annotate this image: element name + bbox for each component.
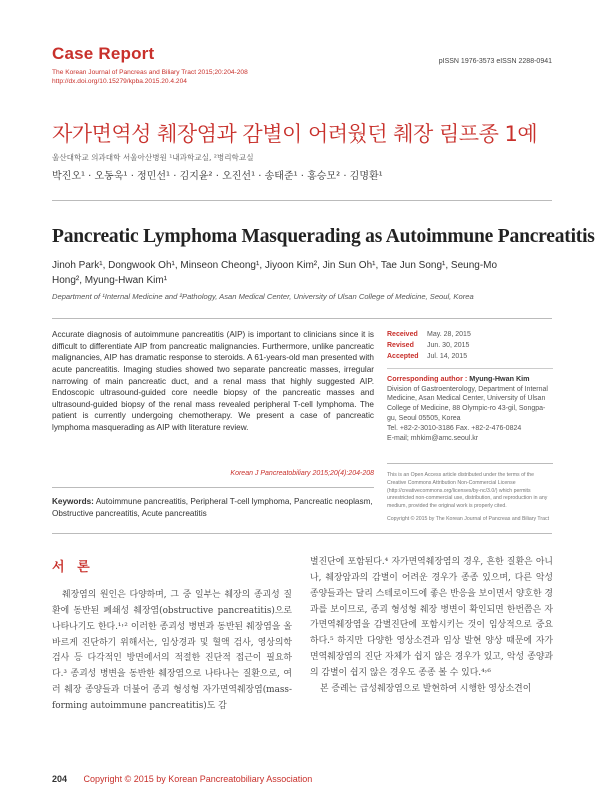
date-received: Received May. 28, 2015 <box>387 331 471 338</box>
korean-title: 자가면역성 췌장염과 감별이 어려웠던 췌장 림프종 1예 <box>52 122 538 146</box>
abstract: Accurate diagnosis of autoimmune pancreatitis (AIP) is important to clinicians since it is difficult to differentiate AIP from pancreatic malignancies. Furthermore, unlike pancreatic malignancies, AIP has dramatic response to steroids. A 61-years-old man presented with acute pancreatitis. Imaging studies showed two separate pancreatic masses, irregular narrowing of main pancreatic duct, and a renal mass that highly suggested AIP. Endoscopic ultrasound-guided core needle biopsy of the pancreatic masses and ultrasound-guided biopsy of the renal mass revealed peripheral T-cell lymphoma. The patient is currently undergoing chemotherapy. We present a case of pancreatic lymphoma masquerading as AIP with literature review. <box>52 330 374 433</box>
body-column-right <box>310 555 553 698</box>
license-text: This is an Open Access article distributed under the terms of the Creative Commons Attribution Non-Commercial License (http://creativecommons.org/licenses/by-nc/3.0/) which permits unrestricted non-commercial use, distribution, and reproduction in any medium, provided the original work is properly cited. <box>387 472 548 510</box>
date-accepted: Accepted Jul. 14, 2015 <box>387 352 468 360</box>
body-column-left <box>52 588 292 715</box>
journal-citation <box>52 68 552 86</box>
korean-affiliation: 울산대학교 의과대학 서울아산병원 ¹내과학교실, ²병리학교실 <box>52 153 254 162</box>
journal-copyright: Copyright © 2015 by The Korean Journal of Pancreas and Biliary Tract <box>387 516 550 522</box>
paragraph: 본 증례는 급성췌장염으로 발현하여 시행한 영상소견이 <box>320 683 532 694</box>
page-footer <box>52 774 312 784</box>
divider <box>387 463 553 464</box>
english-affiliation: Department of ¹Internal Medicine and ²Pathology, Asan Medical Center, University of Ulsan College of Medicine, Seoul, Korea <box>52 292 474 301</box>
divider <box>387 368 553 369</box>
page-number: 204 <box>52 774 68 784</box>
divider <box>52 318 552 319</box>
article-dates <box>387 330 553 363</box>
section-title: 서 론 <box>52 560 94 575</box>
date-revised: Revised Jun. 30, 2015 <box>387 341 470 349</box>
english-title: Pancreatic Lymphoma Masquerading as Autoimmune Pancreatitis <box>52 226 595 247</box>
divider <box>52 533 552 534</box>
page-header <box>52 44 552 86</box>
corresponding-author: Corresponding author : Myung-Hwan Kim <box>387 373 530 383</box>
abstract-citation: Korean J Pancreatobiliary 2015;20(4):204-208 <box>230 470 374 477</box>
paragraph: 별진단에 포함된다.⁴ 자가면역췌장염의 경우, 흔한 질환은 아니나, 췌장암과의 감별이 어려운 경우가 종종 있으며, 다른 악성 종양들과는 달리 스테로이드에 좋은 반응을 보이면서 양호한 경과를 보이므로, 종괴 형성형 췌장 병변이 확인되면 한번쯤은 자가면역췌장염을 감별진단에 포함시키는 것이 임상적으로 중요하다.⁵ 하지만 다양한 영상소견과 임상 발현 양상 때문에 자가면역췌장염의 진단 자체가 쉽지 않은 경우가 있고, 악성 종양과의 감별이 쉽지 않은 경우도 종종 볼 수 있다.⁴˒⁶ <box>310 557 553 678</box>
paragraph: 췌장염의 원인은 다양하며, 그 중 일부는 췌장의 종괴성 질환에 동반된 폐쇄성 췌장염(obstructive pancreatitis)으로 나타나기도 한다.¹˒² 이러한 종괴성 병변과 동반된 췌장염을 올바르게 진단하기 위해서는, 임상경과 및 혈액 검사, 영상의학 검사 등 다각적인 방면에서의 적절한 진단적 접근이 필요하다.³ 종괴성 병변을 동반한 췌장염으로 나타나는 질환으로, 여러 췌장 종양들과 더불어 종괴 형성형 자가면역췌장염(mass-forming autoimmune pancreatitis)도 감 <box>52 590 292 711</box>
english-authors: Jinoh Park¹, Dongwook Oh¹, Minseon Cheong¹, Jiyoon Kim², Jin Sun Oh¹, Tae Jun Song¹, Seung-Mo Hong², Myung-Hwan Kim¹ <box>52 260 498 286</box>
issn: pISSN 1976-3573 eISSN 2288-0941 <box>438 58 552 65</box>
journal-name: The Korean Journal of Pancreas and Biliary Tract 2015;20:204-208 <box>52 69 248 76</box>
article-sidebar <box>387 330 553 443</box>
doi-link[interactable]: http://dx.doi.org/10.15279/kpba.2015.20.4.204 <box>52 78 187 86</box>
footer-copyright: Copyright © 2015 by Korean Pancreatobiliary Association <box>83 774 313 784</box>
divider <box>52 487 374 488</box>
corresponding-address: Division of Gastroenterology, Department of Internal Medicine, Asan Medical Center, University of Ulsan College of Medicine, 88 Olympic-ro 43-gil, Songpa-gu, Seoul 05505, Korea Tel. +82-2-3010-3186 Fax. +82-2-476-0824 E-mail; mhkim@amc.seoul.kr <box>387 385 553 444</box>
email-link[interactable]: E-mail; mhkim@amc.seoul.kr <box>387 434 479 442</box>
keywords: Keywords: Autoimmune pancreatitis, Peripheral T-cell lymphoma, Pancreatic neoplasm, Obstructive pancreatitis, Acute pancreatitis <box>52 497 373 518</box>
korean-authors: 박진오¹ · 오동욱¹ · 정민선¹ · 김지윤² · 오진선¹ · 송태준¹ · 홍승모² · 김명환¹ <box>52 171 383 182</box>
divider <box>52 200 552 201</box>
article-type-label: Case Report <box>52 44 155 63</box>
